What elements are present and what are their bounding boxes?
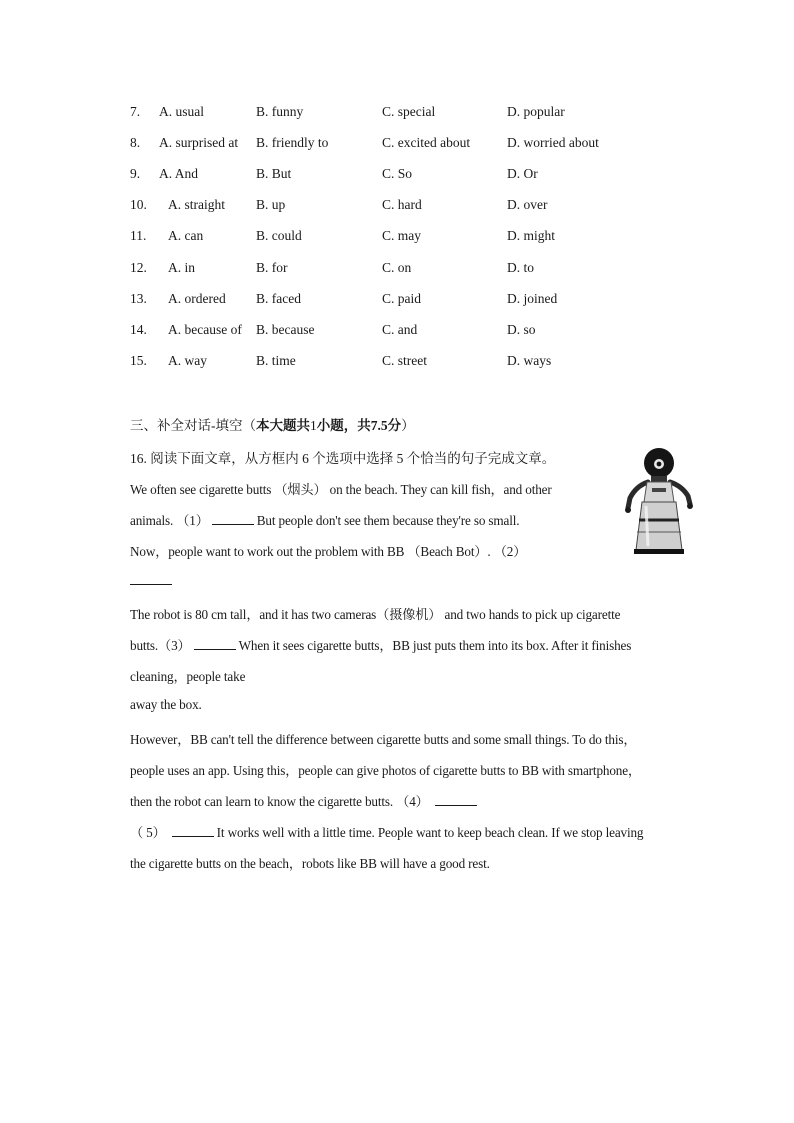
answer-blank-4[interactable] (435, 793, 477, 806)
section-title-prefix: 三、补全对话-填空（ (130, 418, 256, 433)
option-b[interactable]: B. faced (256, 290, 301, 306)
passage-text: It works well with a little time. People want to keep beach clean. If we stop leaving (216, 825, 644, 840)
option-b[interactable]: B. could (256, 228, 302, 244)
passage-line (130, 510, 519, 529)
option-c[interactable]: C. hard (382, 197, 422, 213)
option-b[interactable]: B. time (256, 352, 296, 368)
option-d[interactable]: D. Or (507, 166, 538, 182)
option-d[interactable]: D. so (507, 321, 536, 337)
passage-line (130, 635, 631, 654)
question-number: 10. (130, 197, 147, 213)
passage-line (130, 791, 480, 810)
passage-text: （ 5） (130, 825, 166, 840)
option-b[interactable]: B. friendly to (256, 135, 329, 151)
passage-line: Now，people want to work out the problem with BB （Beach Bot）. （2） (130, 544, 527, 559)
option-d[interactable]: D. to (507, 259, 534, 275)
passage-line: We often see cigarette butts （烟头） on the beach. They can kill fish，and other (130, 482, 552, 497)
option-a[interactable]: A. can (168, 228, 204, 244)
passage-line: away the box. (130, 697, 202, 712)
option-b[interactable]: B. But (256, 166, 292, 182)
question-16-instruction: 16. 阅读下面文章，从方框内 6 个选项中选择 5 个恰当的句子完成文章。 (130, 451, 556, 466)
passage-line (130, 572, 175, 589)
option-b[interactable]: B. for (256, 259, 288, 275)
passage-text: then the robot can learn to know the cigarette butts. （4） (130, 794, 429, 809)
option-d[interactable]: D. might (507, 228, 556, 244)
option-d[interactable]: D. ways (507, 352, 552, 368)
option-c[interactable]: C. street (382, 352, 427, 368)
option-d[interactable]: D. joined (507, 290, 558, 306)
option-d[interactable]: D. worried about (507, 135, 599, 151)
passage-text: butts.（3） (130, 638, 191, 653)
passage-line: the cigarette butts on the beach，robots like BB will have a good rest. (130, 856, 490, 871)
option-c[interactable]: C. may (382, 228, 421, 244)
option-a[interactable]: A. in (168, 259, 195, 275)
option-a[interactable]: A. way (168, 352, 207, 368)
question-number: 8. (130, 135, 141, 151)
question-number: 11. (130, 228, 147, 244)
question-number: 15. (130, 352, 147, 368)
option-c[interactable]: C. special (382, 104, 436, 119)
option-d[interactable]: D. over (507, 197, 548, 213)
robot-illustration (622, 446, 696, 556)
passage-line (130, 822, 643, 841)
section-title-score: 7.5 (370, 418, 388, 433)
option-b[interactable]: B. because (256, 321, 315, 337)
option-c[interactable]: C. So (382, 166, 413, 182)
section-title-suffix: ） (401, 418, 415, 433)
question-number: 9. (130, 166, 141, 182)
passage-text: When it sees cigarette butts，BB just puts them into its box. After it finishes (238, 638, 632, 653)
passage-line: However，BB can't tell the difference between cigarette butts and some small things. To do this， (130, 732, 637, 747)
option-a[interactable]: A. ordered (168, 290, 226, 306)
option-c[interactable]: C. excited about (382, 135, 471, 151)
question-number: 13. (130, 290, 147, 306)
option-a[interactable]: A. surprised at (159, 135, 239, 151)
option-c[interactable]: C. paid (382, 290, 421, 306)
option-a[interactable]: A. And (159, 166, 199, 182)
section-title-bold3: 分 (387, 418, 402, 433)
section-title-count: 1 (310, 418, 317, 433)
option-a[interactable]: A. because of (168, 321, 242, 337)
answer-blank-3[interactable] (194, 637, 236, 650)
option-a[interactable]: A. straight (168, 197, 225, 213)
option-b[interactable]: B. up (256, 197, 286, 213)
option-c[interactable]: C. and (382, 321, 418, 337)
answer-blank-1[interactable] (212, 512, 254, 525)
answer-blank-2[interactable] (130, 572, 172, 585)
option-d[interactable]: D. popular (507, 104, 565, 119)
answer-blank-5[interactable] (172, 824, 214, 837)
passage-line: The robot is 80 cm tall，and it has two cameras（摄像机） and two hands to pick up cigarette (130, 607, 621, 622)
option-c[interactable]: C. on (382, 259, 412, 275)
option-a[interactable]: A. usual (159, 104, 204, 119)
passage-text: animals. （1） (130, 513, 209, 528)
option-b[interactable]: B. funny (256, 104, 304, 119)
section-title-bold2: 小题，共 (316, 418, 371, 433)
passage-line: cleaning，people take (130, 669, 246, 684)
passage-text: But people don't see them because they're so small. (256, 513, 520, 528)
question-number: 7. (130, 104, 141, 119)
passage-line: people uses an app. Using this，people can give photos of cigarette butts to BB with smartphone， (130, 763, 641, 778)
question-number: 12. (130, 259, 147, 275)
section-title (130, 414, 415, 434)
section-title-bold1: 本大题共 (256, 418, 310, 433)
question-number: 14. (130, 321, 147, 337)
